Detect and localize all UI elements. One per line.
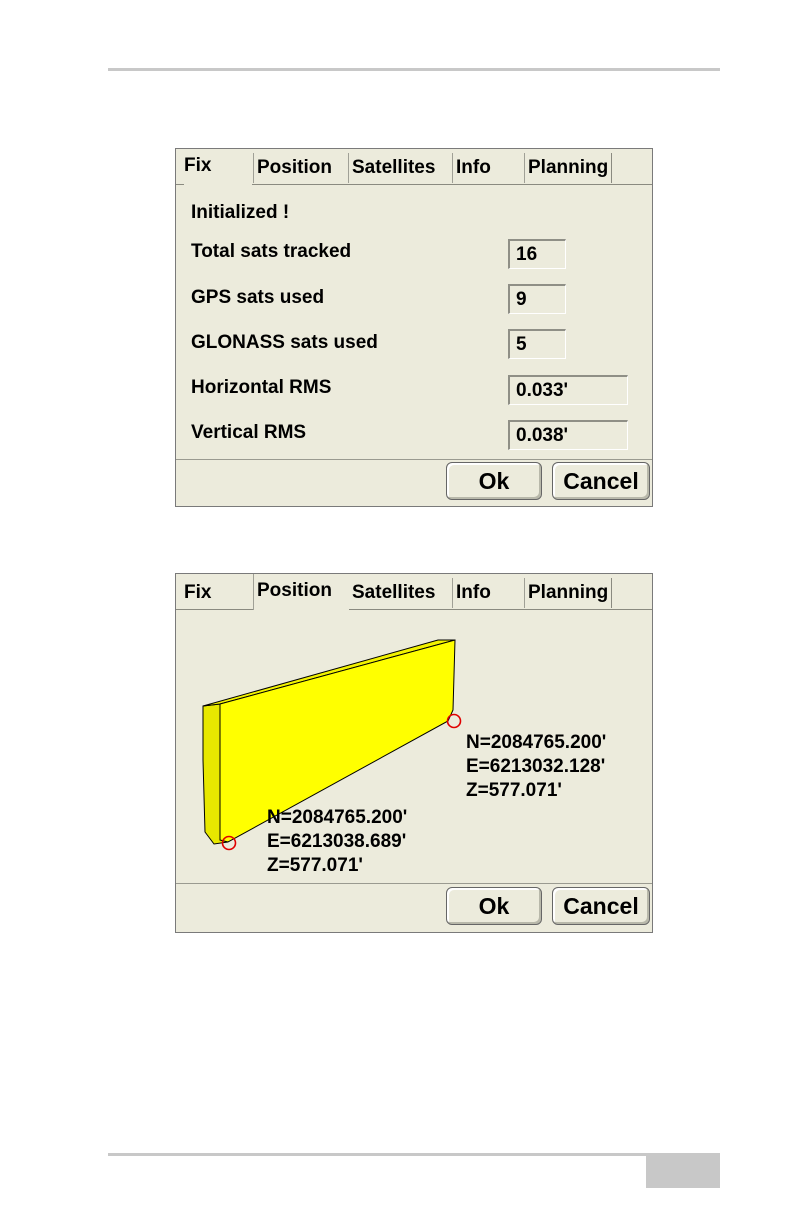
right-point-coords (466, 731, 606, 803)
left-point-easting: E=6213038.689' (267, 831, 407, 852)
ok-button[interactable]: Ok (446, 462, 542, 500)
gps-sats-label: GPS sats used (191, 287, 325, 308)
vertical-rms-field: 0.038' (508, 420, 628, 450)
right-point-elevation: Z=577.071' (466, 780, 562, 801)
button-bar-divider (176, 459, 652, 460)
tab-planning[interactable]: Planning (524, 578, 612, 608)
tab-info[interactable]: Info (452, 153, 491, 183)
tab-position[interactable]: Position (253, 153, 332, 183)
status-text: Initialized ! (191, 202, 290, 223)
right-point-easting: E=6213032.128' (466, 756, 606, 777)
header-rule (108, 68, 720, 71)
right-point-northing: N=2084765.200' (466, 732, 607, 753)
gps-sats-field: 9 (508, 284, 566, 314)
left-point-elevation: Z=577.071' (267, 855, 363, 876)
total-sats-field: 16 (508, 239, 566, 269)
tab-bar (176, 149, 652, 185)
total-sats-label: Total sats tracked (191, 241, 352, 262)
glonass-sats-label: GLONASS sats used (191, 332, 378, 353)
left-point-coords (267, 806, 407, 878)
horizontal-rms-field: 0.033' (508, 375, 628, 405)
page-number-tab (646, 1154, 720, 1188)
tab-position[interactable]: Position (253, 574, 349, 610)
position-dialog (175, 573, 653, 933)
tab-fix[interactable]: Fix (184, 149, 252, 185)
footer-rule (108, 1153, 720, 1156)
horizontal-rms-label: Horizontal RMS (191, 377, 332, 398)
button-bar-divider (176, 883, 652, 884)
cancel-button[interactable]: Cancel (552, 887, 650, 925)
cancel-button[interactable]: Cancel (552, 462, 650, 500)
glonass-sats-field: 5 (508, 329, 566, 359)
tab-satellites[interactable]: Satellites (348, 578, 435, 608)
vertical-rms-label: Vertical RMS (191, 422, 307, 443)
tab-fix[interactable]: Fix (184, 582, 212, 603)
point-marker-right (448, 715, 461, 728)
tab-info[interactable]: Info (452, 578, 491, 608)
fix-dialog (175, 148, 653, 507)
left-point-northing: N=2084765.200' (267, 807, 408, 828)
ok-button[interactable]: Ok (446, 887, 542, 925)
tab-planning[interactable]: Planning (524, 153, 612, 183)
tab-bar (176, 574, 652, 610)
tab-satellites[interactable]: Satellites (348, 153, 435, 183)
